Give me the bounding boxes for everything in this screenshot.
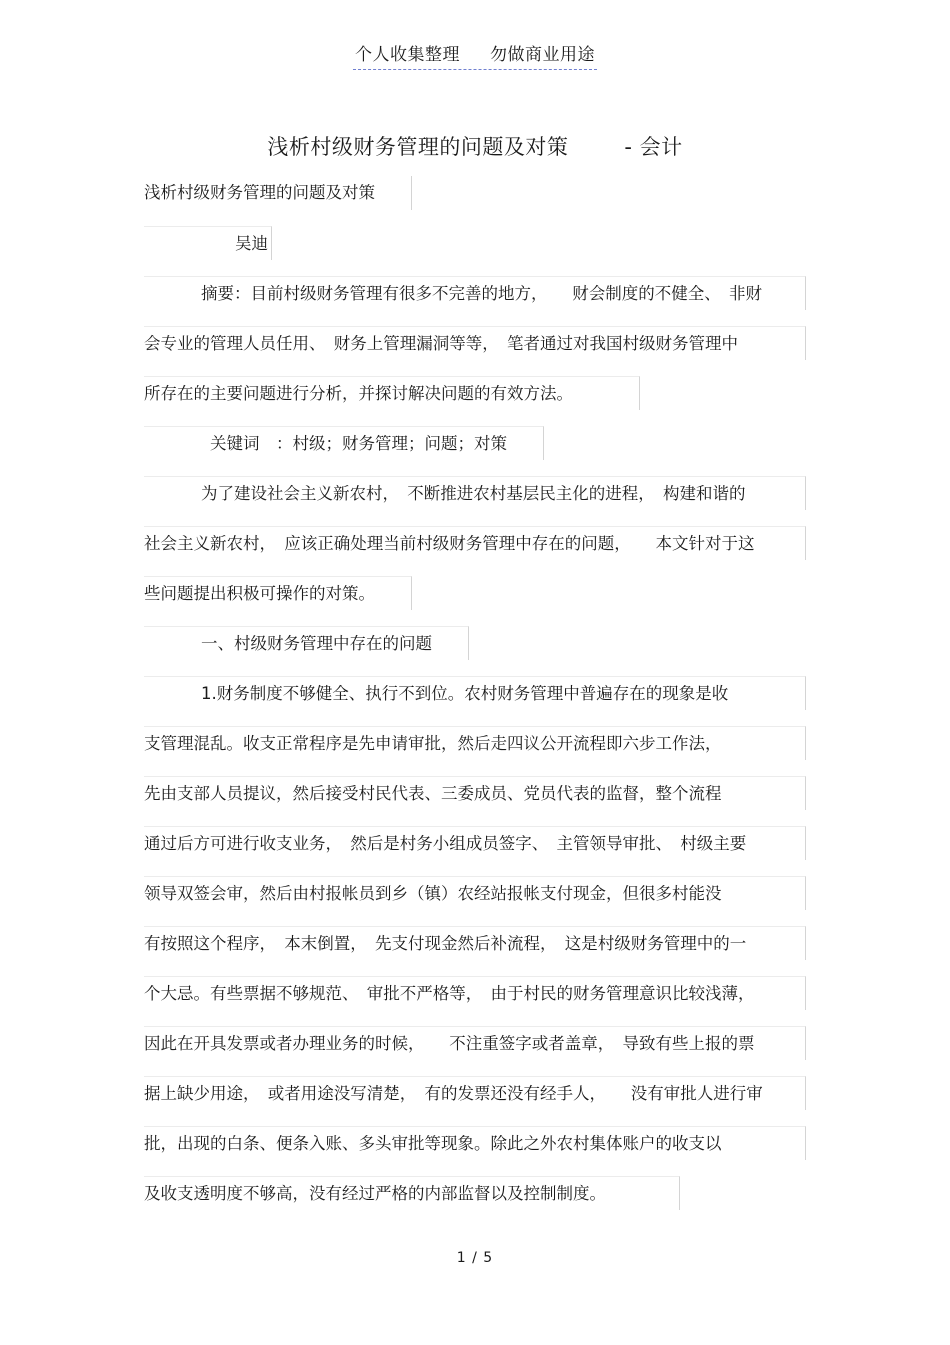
header-right: 勿做商业用途	[490, 45, 595, 65]
body-line-1: 1.财务制度不够健全、执行不到位。农村财务管理中普遍存在的现象是收	[144, 676, 806, 710]
header-text	[353, 45, 597, 70]
header-left: 个人收集整理	[355, 45, 460, 65]
body-line-5: 领导双签会审，然后由村报帐员到乡（镇）农经站报帐支付现金，但很多村能没	[144, 876, 806, 910]
body-line-10: 批，出现的白条、便条入账、多头审批等现象。除此之外农村集体账户的收支以	[144, 1126, 806, 1160]
body-line-3: 先由支部人员提议，然后接受村民代表、三委成员、党员代表的监督，整个流程	[144, 776, 806, 810]
author-line: 吴迪	[144, 226, 272, 260]
body-line-4: 通过后方可进行收支业务， 然后是村务小组成员签字、 主管领导审批、 村级主要	[144, 826, 806, 860]
body-line-2: 支管理混乱。收支正常程序是先申请审批，然后走四议公开流程即六步工作法，	[144, 726, 806, 760]
body-line-11: 及收支透明度不够高，没有经过严格的内部监督以及控制制度。	[144, 1176, 680, 1210]
body-line-8: 因此在开具发票或者办理业务的时候， 不注重签字或者盖章， 导致有些上报的票	[144, 1026, 806, 1060]
abstract-line-3: 所存在的主要问题进行分析，并探讨解决问题的有效方法。	[144, 376, 640, 410]
document-title-suffix: - 会计	[624, 135, 683, 159]
abstract-line-1: 摘要：目前村级财务管理有很多不完善的地方， 财会制度的不健全、 非财	[144, 276, 806, 310]
keywords-line: 关键词 ：村级；财务管理；问题；对策	[144, 426, 544, 460]
page-header	[0, 40, 950, 65]
body-line-6: 有按照这个程序， 本末倒置， 先支付现金然后补流程， 这是村级财务管理中的一	[144, 926, 806, 960]
section-heading-1: 一、村级财务管理中存在的问题	[144, 626, 469, 660]
intro-line-2: 社会主义新农村， 应该正确处理当前村级财务管理中存在的问题， 本文针对于这	[144, 526, 806, 560]
subtitle-line: 浅析村级财务管理的问题及对策	[144, 176, 412, 210]
abstract-line-2: 会专业的管理人员任用、 财务上管理漏洞等等， 笔者通过对我国村级财务管理中	[144, 326, 806, 360]
intro-line-1: 为了建设社会主义新农村， 不断推进农村基层民主化的进程， 构建和谐的	[144, 476, 806, 510]
body-line-9: 据上缺少用途， 或者用途没写清楚， 有的发票还没有经手人， 没有审批人进行审	[144, 1076, 806, 1110]
page-number: 1 / 5	[456, 1250, 494, 1266]
document-title	[0, 131, 950, 161]
document-title-main: 浅析村级财务管理的问题及对策	[267, 135, 569, 159]
body-line-7: 个大忌。有些票据不够规范、 审批不严格等， 由于村民的财务管理意识比较浅薄，	[144, 976, 806, 1010]
intro-line-3: 些问题提出积极可操作的对策。	[144, 576, 412, 610]
